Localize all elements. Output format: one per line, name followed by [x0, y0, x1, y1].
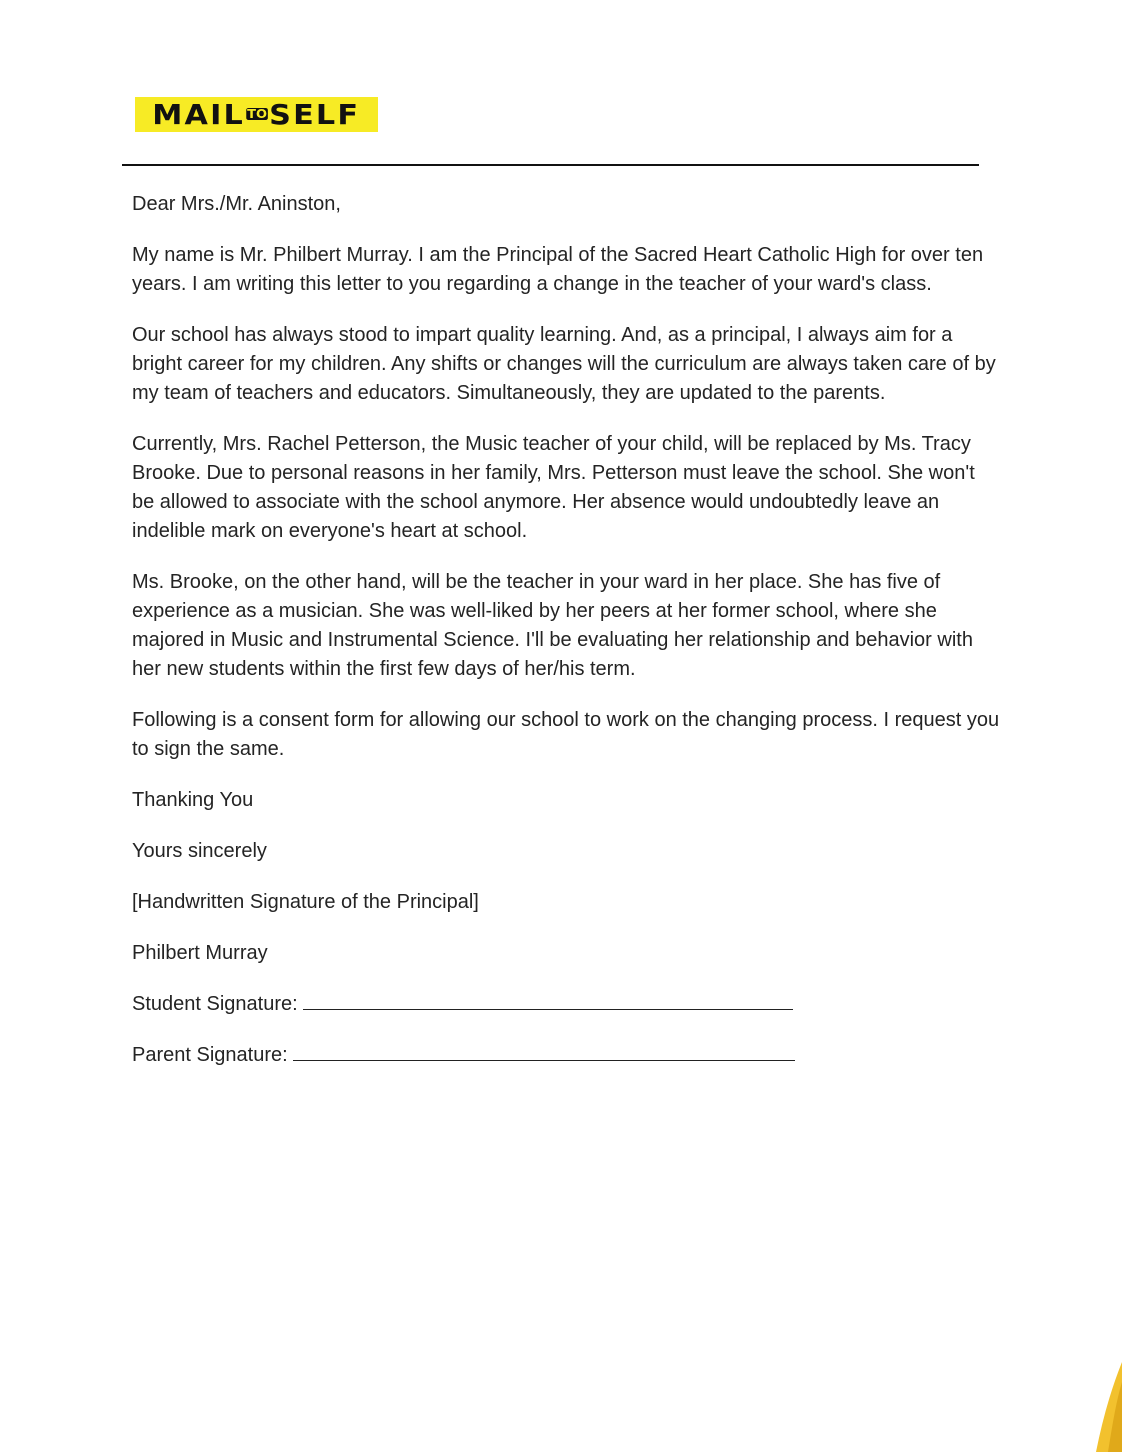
- closing-line: Yours sincerely: [132, 840, 267, 862]
- paragraph-new-teacher: Ms. Brooke, on the other hand, will be the teacher in your ward in her place. She has five of experience as a musician. She was well-liked by her peers at her former school, where she majored in Music and Instrumental Science. I'll be evaluating her relationship and behavior with her new students within the first few days of her/his term.: [132, 571, 973, 680]
- signature-placeholder: [Handwritten Signature of the Principal]: [132, 891, 479, 913]
- letter-body: [132, 190, 1002, 1092]
- student-signature-label: Student Signature:: [132, 993, 304, 1015]
- paragraph-teacher-change: Currently, Mrs. Rachel Petterson, the Music teacher of your child, will be replaced by Ms. Tracy Brooke. Due to personal reasons in her family, Mrs. Petterson must leave the school. She won't be allowed to associate with the school anymore. Her absence would undoubtedly leave an indelible mark on everyone's heart at school.: [132, 433, 975, 542]
- logo-word-to: TO: [247, 106, 268, 121]
- signer-name: Philbert Murray: [132, 942, 268, 964]
- header-divider: [122, 164, 979, 166]
- logo-word-self: SELF: [269, 97, 361, 131]
- thanks-line: Thanking You: [132, 789, 254, 811]
- parent-signature-row: [132, 1041, 1002, 1070]
- brand-logo: [135, 97, 378, 132]
- student-signature-row: [132, 990, 1002, 1019]
- salutation: Dear Mrs./Mr. Aninston,: [132, 193, 341, 215]
- logo-wordmark: [152, 97, 361, 131]
- logo-word-mail: MAIL: [152, 97, 246, 131]
- corner-decoration: [1092, 1362, 1122, 1452]
- parent-signature-line[interactable]: [293, 1042, 795, 1061]
- student-signature-line[interactable]: [303, 991, 793, 1010]
- paragraph-school-mission: Our school has always stood to impart quality learning. And, as a principal, I always aim for a bright career for my children. Any shifts or changes will the curriculum are always taken care of by my team of teachers and educators. Simultaneously, they are updated to the parents.: [132, 324, 996, 404]
- paragraph-consent-request: Following is a consent form for allowing our school to work on the changing process. I request you to sign the same.: [132, 709, 1000, 760]
- paragraph-intro: My name is Mr. Philbert Murray. I am the Principal of the Sacred Heart Catholic High for over ten years. I am writing this letter to you regarding a change in the teacher of your ward's class.: [132, 244, 984, 295]
- parent-signature-label: Parent Signature:: [132, 1044, 294, 1066]
